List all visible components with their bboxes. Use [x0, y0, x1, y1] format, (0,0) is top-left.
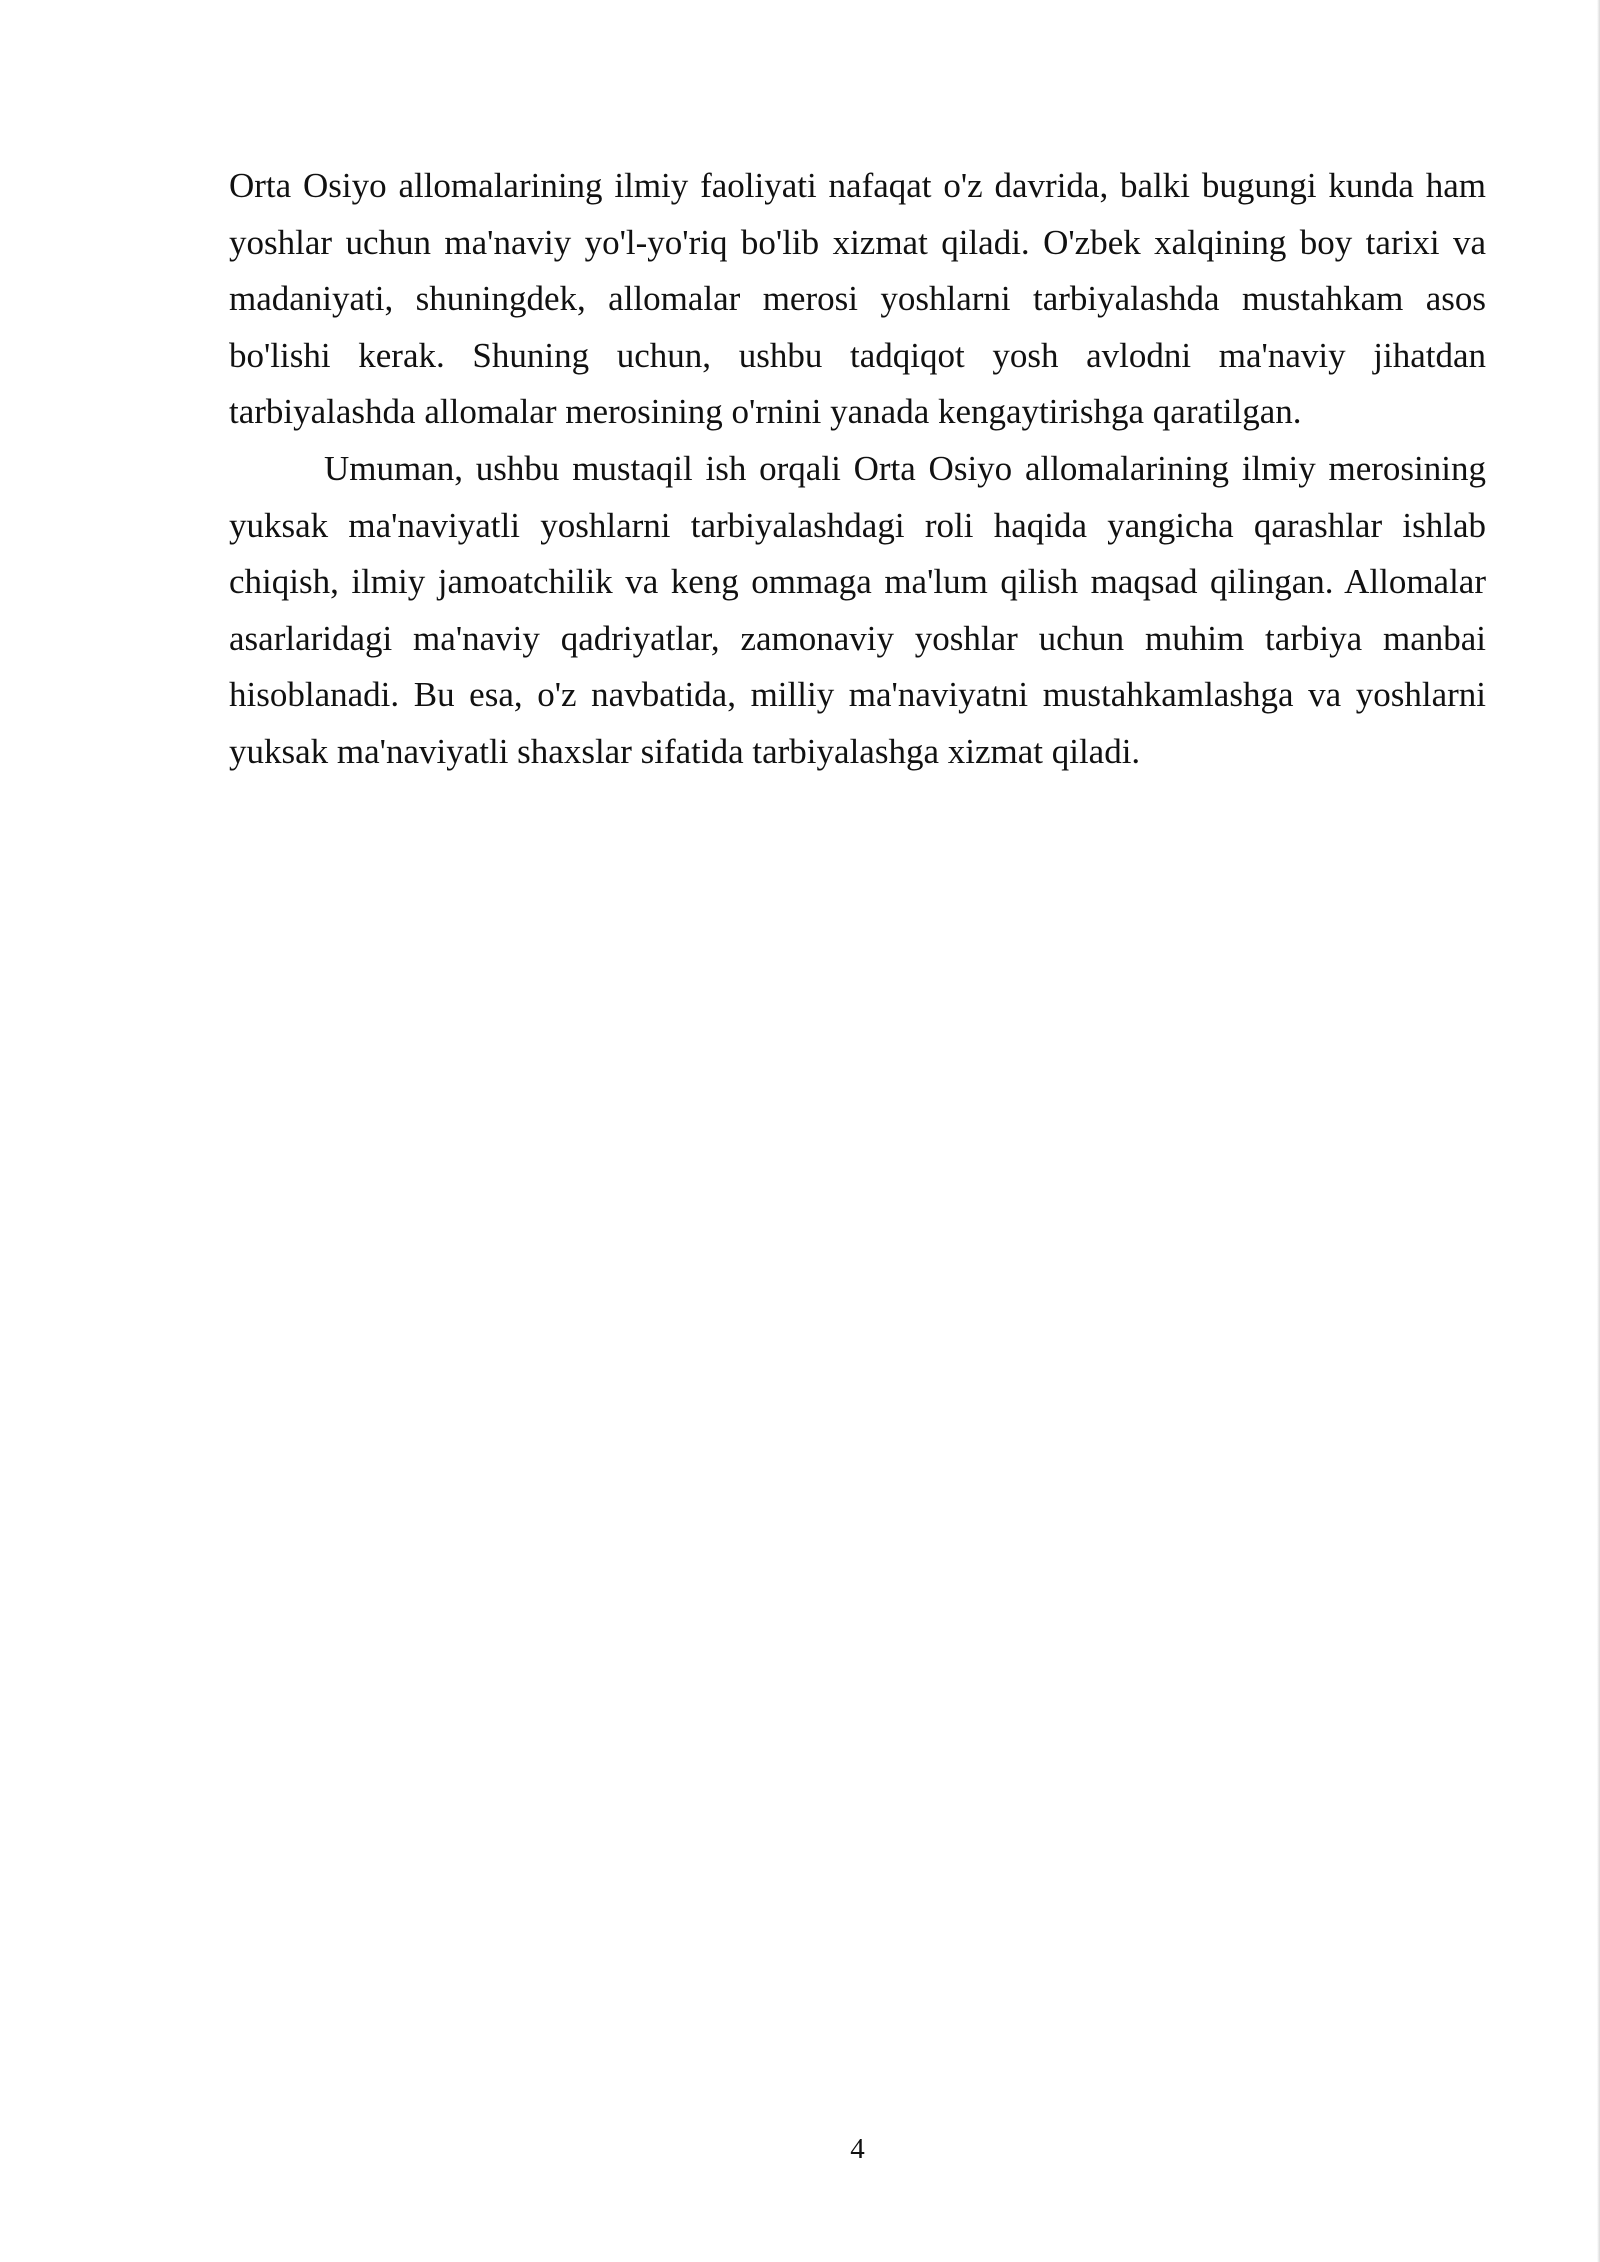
paragraph-1: Orta Osiyo allomalarining ilmiy faoliyati nafaqat o'z davrida, balki bugungi kunda ham yoshlar uchun ma'naviy yo'l-yo'riq bo'lib xizmat qiladi. O'zbek xalqining boy tarixi va madaniyati, shuningdek, allomalar merosi yoshlarni tarbiyalashda mustahkam asos bo'lishi kerak. Shuning uchun, ushbu tadqiqot yosh avlodni ma'naviy jihatdan tarbiyalashda allomalar merosining o'rnini yanada kengaytirishga qaratilgan. — [229, 166, 1486, 432]
paragraph-2: Umuman, ushbu mustaqil ish orqali Orta Osiyo allomalarining ilmiy merosining yuksak ma'naviyatli yoshlarni tarbiyalashdagi roli haqida yangicha qarashlar ishlab chiqish, ilmiy jamoatchilik va keng ommaga ma'lum qilish maqsad qilingan. Allomalar asarlaridagi ma'naviy qadriyatlar, zamonaviy yoshlar uchun muhim tarbiya manbai hisoblanadi. Bu esa, o'z navbatida, milliy ma'naviyatni mustahkamlashga va yoshlarni yuksak ma'naviyatli shaxslar sifatida tarbiyalashga xizmat qiladi. — [229, 448, 1486, 771]
page-number: 4 — [850, 2133, 865, 2165]
body-text — [229, 158, 1486, 781]
